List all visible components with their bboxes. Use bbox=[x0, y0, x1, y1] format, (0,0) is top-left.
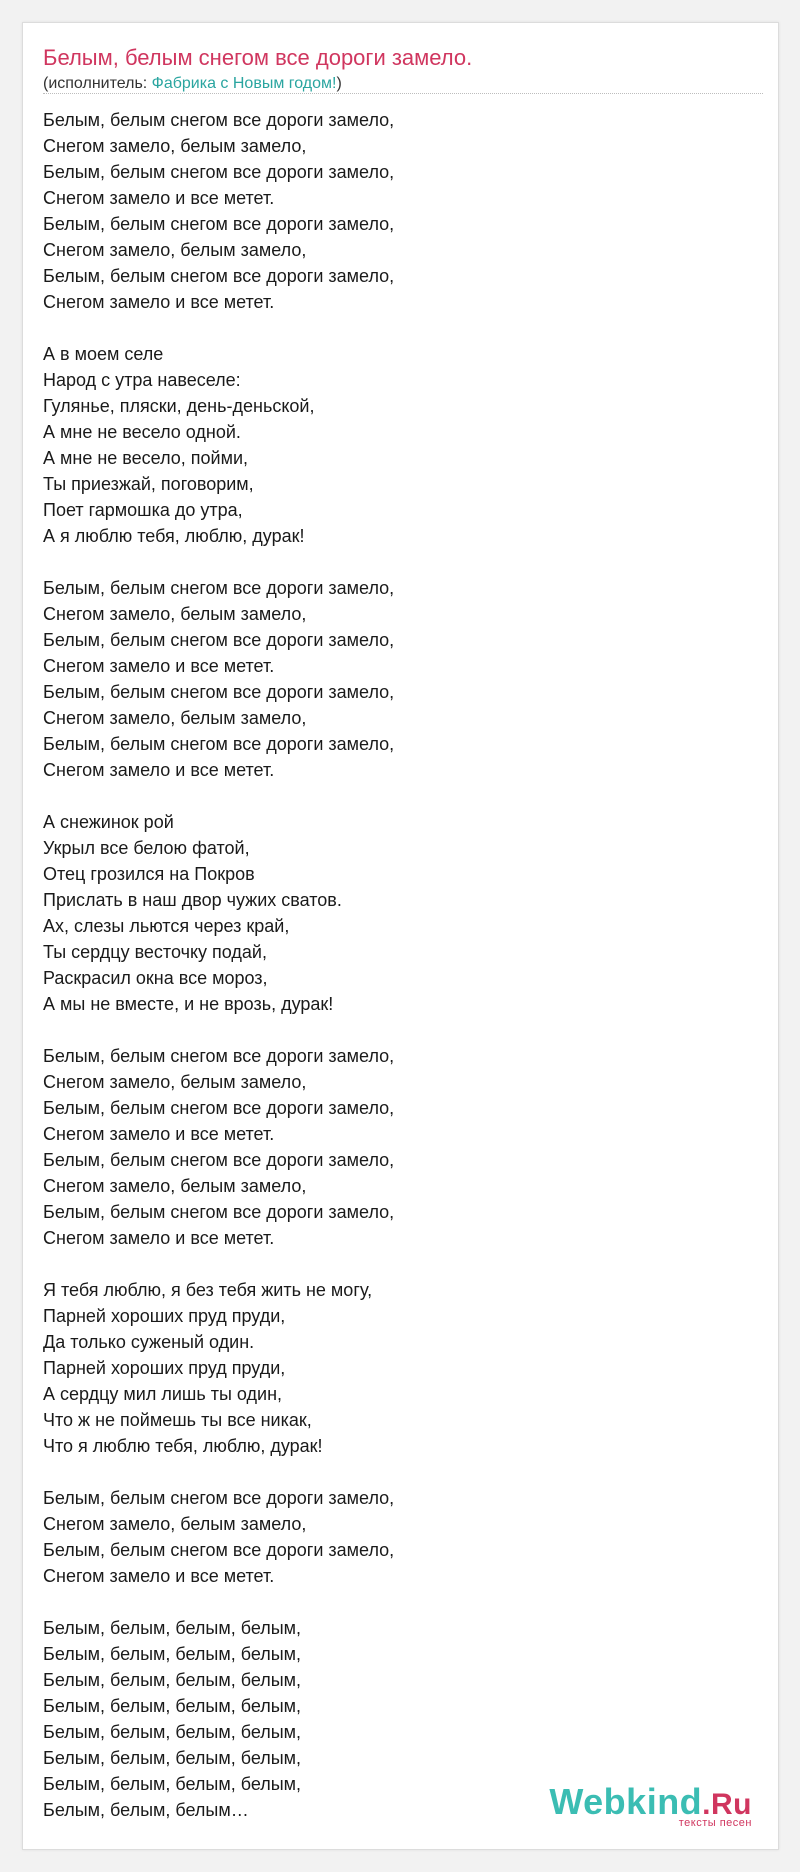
lyric-line: Что ж не поймешь ты все никак, bbox=[43, 1410, 312, 1430]
lyric-line: Белым, белым снегом все дороги замело, bbox=[43, 1488, 395, 1508]
lyric-line: Белым, белым снегом все дороги замело, bbox=[43, 1046, 395, 1066]
song-title: Белым, белым снегом все дороги замело. bbox=[43, 45, 473, 70]
lyric-line: Белым, белым снегом все дороги замело, bbox=[43, 162, 395, 182]
lyrics-card bbox=[22, 22, 779, 1850]
lyric-line: Снегом замело и все метет. bbox=[43, 1124, 275, 1144]
lyrics-body bbox=[43, 107, 394, 1823]
lyric-line: Ах, слезы льются через край, bbox=[43, 916, 290, 936]
lyric-line: Белым, белым снегом все дороги замело, bbox=[43, 1098, 395, 1118]
lyric-line: Белым, белым снегом все дороги замело, bbox=[43, 214, 395, 234]
performer-line bbox=[43, 75, 342, 93]
lyric-line: Снегом замело и все метет. bbox=[43, 1566, 275, 1586]
lyric-line: Я тебя люблю, я без тебя жить не могу, bbox=[43, 1280, 373, 1300]
lyric-line: Раскрасил окна все мороз, bbox=[43, 968, 268, 988]
stanza-gap bbox=[43, 1589, 394, 1615]
lyric-line: Снегом замело и все метет. bbox=[43, 760, 275, 780]
lyric-line: Белым, белым, белым, белым, bbox=[43, 1774, 302, 1794]
lyric-line: Белым, белым, белым, белым, bbox=[43, 1644, 302, 1664]
lyric-line: Белым, белым, белым… bbox=[43, 1800, 249, 1820]
artist-link[interactable]: Фабрика с Новым годом! bbox=[151, 75, 337, 92]
lyric-line: Белым, белым снегом все дороги замело, bbox=[43, 1540, 395, 1560]
lyric-line: Белым, белым снегом все дороги замело, bbox=[43, 1202, 395, 1222]
lyric-line: Снегом замело и все метет. bbox=[43, 1228, 275, 1248]
lyric-line: Снегом замело и все метет. bbox=[43, 292, 275, 312]
lyric-line: Отец грозился на Покров bbox=[43, 864, 255, 884]
stanza-gap bbox=[43, 549, 394, 575]
lyric-line: Парней хороших пруд пруди, bbox=[43, 1306, 286, 1326]
lyric-line: Белым, белым, белым, белым, bbox=[43, 1670, 302, 1690]
lyric-line: Снегом замело, белым замело, bbox=[43, 1072, 307, 1092]
performer-prefix: (исполнитель: bbox=[43, 75, 152, 92]
stanza-gap bbox=[43, 1459, 394, 1485]
lyric-line: Снегом замело, белым замело, bbox=[43, 1514, 307, 1534]
lyric-line: Снегом замело, белым замело, bbox=[43, 604, 307, 624]
stanza-gap bbox=[43, 1251, 394, 1277]
lyric-line: А снежинок рой bbox=[43, 812, 174, 832]
logo-main-text: Webkind bbox=[549, 1781, 703, 1822]
lyric-line: Белым, белым снегом все дороги замело, bbox=[43, 266, 395, 286]
webkind-logo[interactable] bbox=[549, 1781, 752, 1829]
stanza-gap bbox=[43, 1017, 394, 1043]
lyric-line: Белым, белым снегом все дороги замело, bbox=[43, 578, 395, 598]
lyric-line: Укрыл все белою фатой, bbox=[43, 838, 250, 858]
lyric-line: Белым, белым снегом все дороги замело, bbox=[43, 682, 395, 702]
lyric-line: Белым, белым, белым, белым, bbox=[43, 1748, 302, 1768]
lyric-line: Ты приезжай, поговорим, bbox=[43, 474, 254, 494]
lyric-line: Белым, белым снегом все дороги замело, bbox=[43, 630, 395, 650]
logo-tagline: тексты песен bbox=[678, 1817, 752, 1829]
lyric-line: Снегом замело, белым замело, bbox=[43, 708, 307, 728]
lyric-line: Белым, белым, белым, белым, bbox=[43, 1696, 302, 1716]
stanza-gap bbox=[43, 783, 394, 809]
lyric-line: Снегом замело, белым замело, bbox=[43, 136, 307, 156]
lyric-line: Народ с утра навеселе: bbox=[43, 370, 241, 390]
lyric-line: Белым, белым снегом все дороги замело, bbox=[43, 110, 395, 130]
lyric-line: Что я люблю тебя, люблю, дурак! bbox=[43, 1436, 323, 1456]
lyric-line: А в моем селе bbox=[43, 344, 164, 364]
lyric-line: Белым, белым снегом все дороги замело, bbox=[43, 1150, 395, 1170]
lyric-line: Парней хороших пруд пруди, bbox=[43, 1358, 286, 1378]
lyric-line: Белым, белым, белым, белым, bbox=[43, 1722, 302, 1742]
lyric-line: Ты сердцу весточку подай, bbox=[43, 942, 267, 962]
lyric-line: Снегом замело и все метет. bbox=[43, 656, 275, 676]
lyric-line: Да только суженый один. bbox=[43, 1332, 255, 1352]
lyric-line: Снегом замело, белым замело, bbox=[43, 1176, 307, 1196]
lyric-line: А сердцу мил лишь ты один, bbox=[43, 1384, 283, 1404]
lyric-line: Прислать в наш двор чужих сватов. bbox=[43, 890, 342, 910]
lyric-line: А мне не весело одной. bbox=[43, 422, 241, 442]
lyric-line: А мне не весело, пойми, bbox=[43, 448, 249, 468]
logo-tld: .Ru bbox=[702, 1788, 752, 1821]
title-divider bbox=[43, 93, 763, 94]
lyric-line: Снегом замело, белым замело, bbox=[43, 240, 307, 260]
stanza-gap bbox=[43, 315, 394, 341]
lyric-line: А я люблю тебя, люблю, дурак! bbox=[43, 526, 305, 546]
lyric-line: Снегом замело и все метет. bbox=[43, 188, 275, 208]
lyric-line: Гулянье, пляски, день-деньской, bbox=[43, 396, 315, 416]
performer-suffix: ) bbox=[336, 75, 342, 92]
lyric-line: Поет гармошка до утра, bbox=[43, 500, 243, 520]
lyric-line: Белым, белым снегом все дороги замело, bbox=[43, 734, 395, 754]
lyric-line: Белым, белым, белым, белым, bbox=[43, 1618, 302, 1638]
lyric-line: А мы не вместе, и не врозь, дурак! bbox=[43, 994, 334, 1014]
